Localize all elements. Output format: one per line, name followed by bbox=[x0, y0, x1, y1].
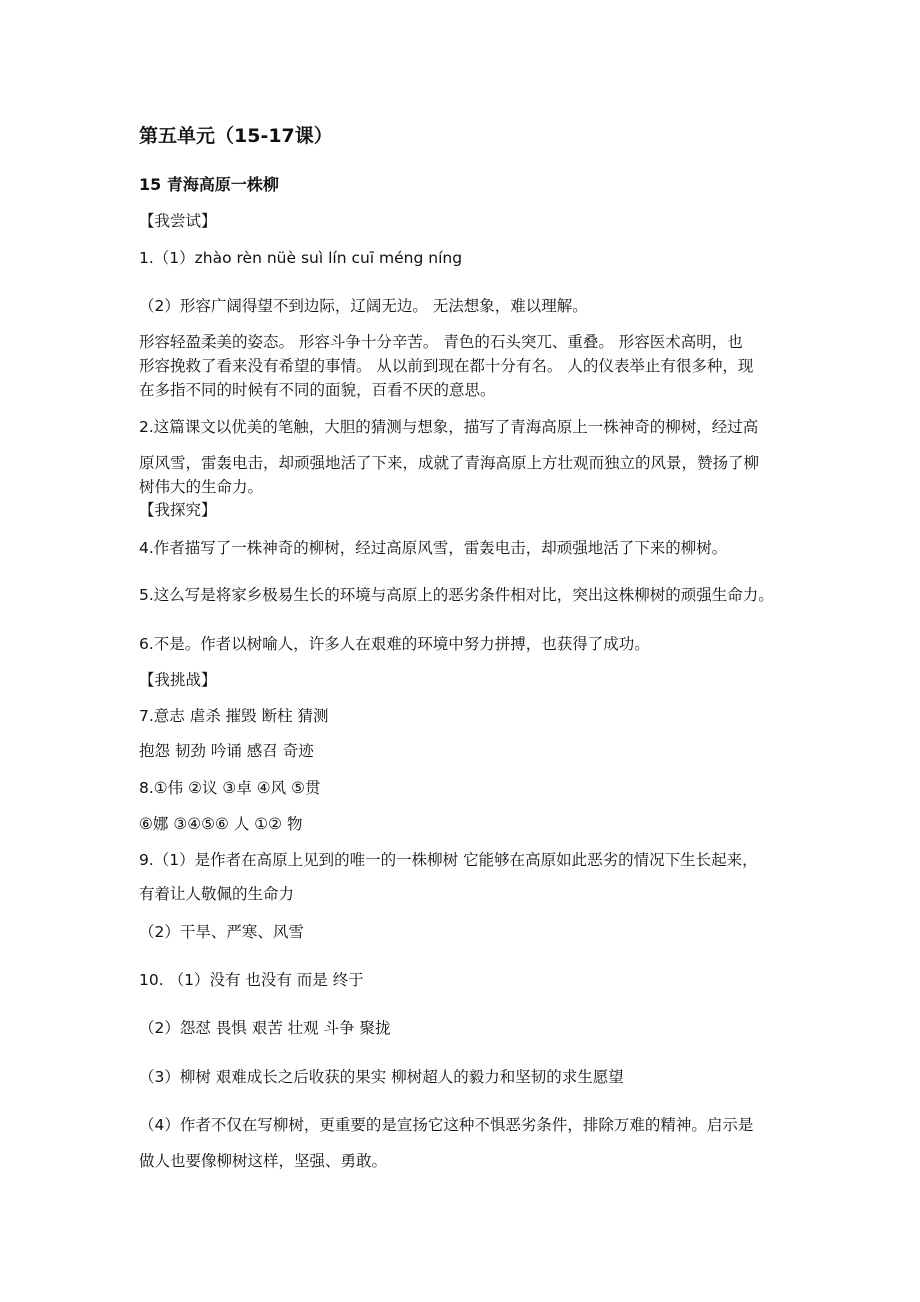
answer-10-1: 10. （1）没有 也没有 而是 终于 bbox=[139, 971, 364, 989]
section-challenge-heading: 【我挑战】 bbox=[139, 671, 217, 689]
answer-9-2: 有着让人敬佩的生命力 bbox=[139, 885, 295, 903]
answer-5: 5.这么写是将家乡极易生长的环境与高原上的恶劣条件相对比，突出这株柳树的顽强生命力。 bbox=[139, 586, 774, 604]
answer-7-2: 抱怨 韧劲 吟诵 感召 奇迹 bbox=[139, 742, 314, 760]
answer-7-1: 7.意志 虐杀 摧毁 断柱 猜测 bbox=[139, 707, 329, 725]
answer-4: 4.作者描写了一株神奇的柳树，经过高原风雪，雷轰电击，却顽强地活了下来的柳树。 bbox=[139, 539, 728, 557]
lesson-title: 15 青海高原一株柳 bbox=[139, 175, 279, 194]
section-try-heading: 【我尝试】 bbox=[139, 212, 217, 230]
answer-1-4: 形容挽救了看来没有希望的事情。 从以前到现在都十分有名。 人的仪表举止有很多种，现 bbox=[139, 357, 754, 375]
answer-1-1: 1.（1）zhào rèn nüè suì lín cuī méng níng bbox=[139, 249, 463, 267]
unit-title: 第五单元（15-17课） bbox=[139, 125, 333, 147]
answer-10-3: （3）柳树 艰难成长之后收获的果实 柳树超人的毅力和坚韧的求生愿望 bbox=[139, 1068, 624, 1086]
answer-1-2: （2）形容广阔得望不到边际，辽阔无边。 无法想象，难以理解。 bbox=[139, 297, 588, 315]
answer-8-1: 8.①伟 ②议 ③卓 ④风 ⑤贯 bbox=[139, 779, 321, 797]
answer-10-4: （4）作者不仅在写柳树，更重要的是宣扬它这种不惧恶劣条件，排除万难的精神。启示是 bbox=[139, 1116, 754, 1134]
answer-9-3: （2）干旱、严寒、风雪 bbox=[139, 923, 304, 941]
answer-1-3: 形容轻盈柔美的姿态。 形容斗争十分辛苦。 青色的石头突兀、重叠。 形容医术高明，也 bbox=[139, 333, 743, 351]
answer-2-3: 树伟大的生命力。 bbox=[139, 478, 264, 496]
answer-9-1: 9.（1）是作者在高原上见到的唯一的一株柳树 它能够在高原如此恶劣的情况下生长起来， bbox=[139, 851, 758, 869]
answer-10-2: （2）怨怼 畏惧 艰苦 壮观 斗争 聚拢 bbox=[139, 1019, 391, 1037]
answer-1-5: 在多指不同的时候有不同的面貌，百看不厌的意思。 bbox=[139, 381, 496, 399]
answer-10-5: 做人也要像柳树这样，坚强、勇敢。 bbox=[139, 1152, 388, 1170]
answer-6: 6.不是。作者以树喻人，许多人在艰难的环境中努力拼搏，也获得了成功。 bbox=[139, 635, 650, 653]
answer-2-1: 2.这篇课文以优美的笔触，大胆的猜测与想象，描写了青海高原上一株神奇的柳树，经过高 bbox=[139, 418, 759, 436]
section-explore-heading: 【我探究】 bbox=[139, 501, 217, 519]
answer-8-2: ⑥娜 ③④⑤⑥ 人 ①② 物 bbox=[139, 815, 303, 833]
answer-2-2: 原风雪，雷轰电击，却顽强地活了下来，成就了青海高原上方壮观而独立的风景，赞扬了柳 bbox=[139, 454, 760, 472]
